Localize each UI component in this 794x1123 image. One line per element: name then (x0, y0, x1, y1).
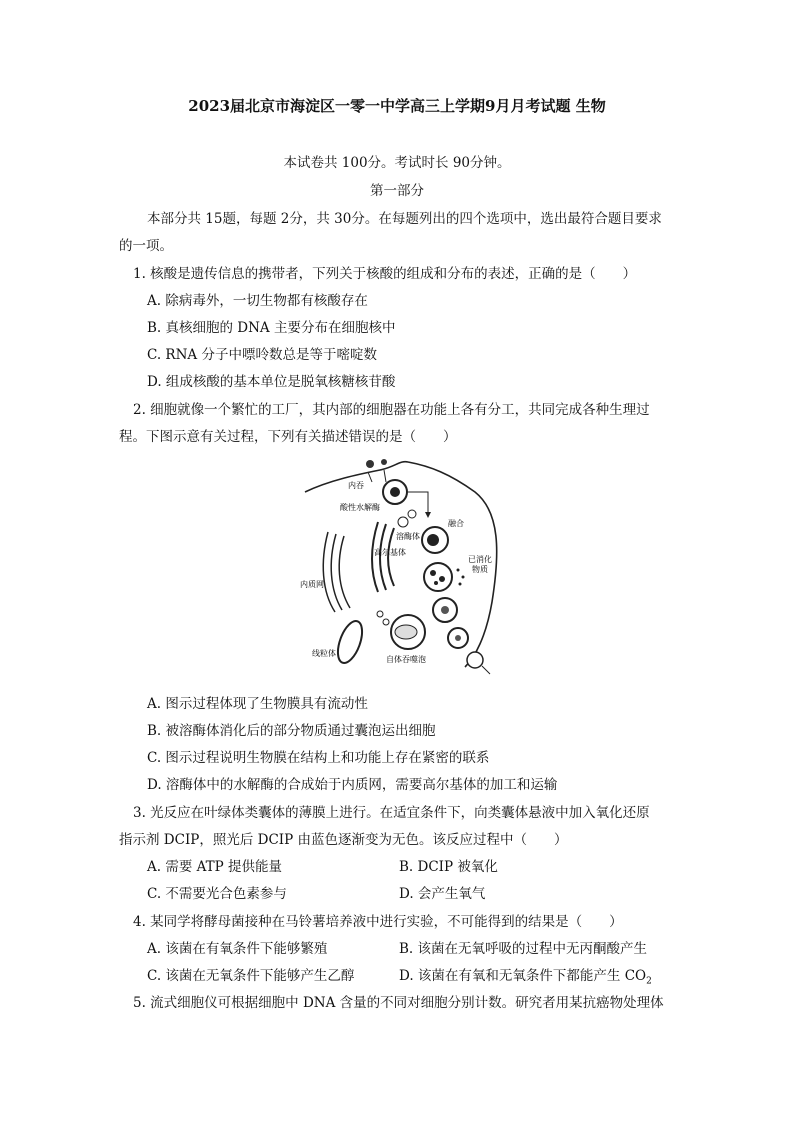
label-mitochondria: 线粒体 (312, 649, 336, 658)
q3-option-c: C. 不需要光合色素参与 (147, 886, 287, 902)
q2-option-d: D. 溶酶体中的水解酶的合成始于内质网，需要高尔基体的加工和运输 (147, 777, 558, 793)
q4-option-d-subscript: 2 (646, 976, 652, 987)
label-autophagosome: 自体吞噬泡 (386, 655, 426, 664)
label-digested: 已消化 (468, 555, 492, 564)
q1-option-a: A. 除病毒外，一切生物都有核酸存在 (147, 293, 368, 309)
q4-option-b: B. 该菌在无氧呼吸的过程中无丙酮酸产生 (399, 941, 648, 957)
label-er: 内质网 (300, 580, 324, 589)
q3-option-b: B. DCIP 被氧化 (399, 859, 498, 875)
q4-option-a: A. 该菌在有氧条件下能够繁殖 (147, 941, 328, 957)
q1-option-c: C. RNA 分子中嘌呤数总是等于嘧啶数 (147, 347, 377, 363)
q4-option-d-text: D. 该菌在有氧和无氧条件下都能产生 CO (399, 968, 647, 984)
exam-info: 本试卷共 100分。考试时长 90分钟。 (283, 155, 511, 171)
q1-stem: 1. 核酸是遗传信息的携带者，下列关于核酸的组成和分布的表述，正确的是（ ） (133, 266, 637, 282)
q1-option-d: D. 组成核酸的基本单位是脱氧核糖核苷酸 (147, 374, 396, 390)
q4-option-d (399, 964, 652, 987)
label-fusion: 融合 (448, 519, 464, 528)
q3-option-d: D. 会产生氧气 (399, 886, 486, 902)
q1-option-b: B. 真核细胞的 DNA 主要分布在细胞核中 (147, 320, 396, 336)
q3-stem-line-1: 3. 光反应在叶绿体类囊体的薄膜上进行。在适宜条件下，向类囊体悬液中加入氧化还原 (133, 805, 650, 821)
q2-option-a: A. 图示过程体现了生物膜具有流动性 (147, 696, 368, 712)
part-title: 第一部分 (370, 183, 424, 199)
q2-option-c: C. 图示过程说明生物膜在结构上和功能上存在紧密的联系 (147, 750, 490, 766)
label-acid-hydrolase: 酸性水解酶 (340, 503, 380, 512)
q4-stem: 4. 某同学将酵母菌接种在马铃薯培养液中进行实验，不可能得到的结果是（ ） (133, 914, 623, 930)
part-desc-line-1: 本部分共 15题，每题 2分，共 30分。在每题列出的四个选项中，选出最符合题目要求 (147, 211, 662, 227)
q3-option-a: A. 需要 ATP 提供能量 (147, 859, 283, 875)
label-endocytosis: 内吞 (348, 481, 364, 490)
q2-option-b: B. 被溶酶体消化后的部分物质通过囊泡运出细胞 (147, 723, 436, 739)
q5-stem: 5. 流式细胞仪可根据细胞中 DNA 含量的不同对细胞分别计数。研究者用某抗癌物处理体 (133, 995, 664, 1011)
q3-stem-line-2: 指示剂 DCIP，照光后 DCIP 由蓝色逐渐变为无色。该反应过程中（ ） (119, 832, 568, 848)
cell-diagram (300, 452, 510, 680)
q2-stem-line-1: 2. 细胞就像一个繁忙的工厂，其内部的细胞器在功能上各有分工，共同完成各种生理过 (133, 402, 650, 418)
label-lysosome: 溶酶体 (396, 532, 420, 541)
part-desc-line-2: 的一项。 (119, 238, 173, 254)
q4-option-c: C. 该菌在无氧条件下能够产生乙醇 (147, 968, 355, 984)
q2-stem-line-2: 程。下图示意有关过程，下列有关描述错误的是（ ） (119, 429, 457, 445)
label-substance: 物质 (472, 565, 488, 574)
label-golgi: 高尔基体 (374, 548, 406, 557)
cell-diagram-figure (300, 452, 510, 680)
page-title: 2023届北京市海淀区一零一中学高三上学期9月月考试题 生物 (188, 97, 606, 115)
